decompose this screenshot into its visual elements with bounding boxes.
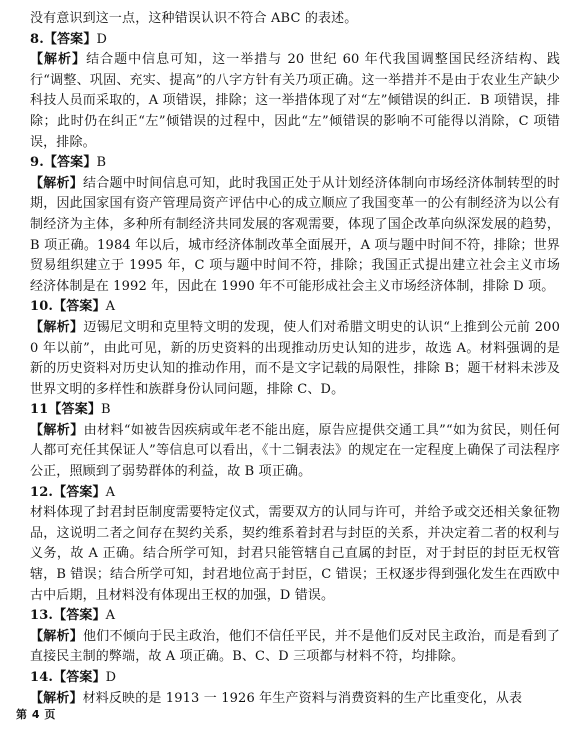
analysis-text: 结合题中信息可知，这一举措与 20 世纪 60 年代我国调整国民经济结构、践行“调整、巩固、充实、提高”的八字方针有关乃项正确。这一举措并不是由于农业生产缺少科技人员而采取的，A 项错误，排除；这一举措体现了对“左”倾错误的纠正．B 项错误，排除；此时仍在纠正“左”倾错误的过程中，因此“左”倾错误的影响不可能得以消除，C 项错误，排除。 [30, 52, 560, 150]
answer-10 [30, 297, 560, 318]
answer-label: 10.【答案】 [30, 299, 106, 315]
answer-label: 8.【答案】 [30, 31, 97, 47]
answer-value: B [101, 402, 111, 418]
answer-13 [30, 606, 560, 627]
paragraph-continuation [30, 9, 560, 30]
analysis-label: 【解析】 [30, 690, 83, 706]
answer-value: A [105, 299, 116, 315]
answer-value: A [105, 484, 116, 500]
analysis-text: 迈锡尼文明和克里特文明的发现，使人们对希腊文明史的认识“上推到公元前 2000 年以前”，由此可见，新的历史资料的出现推动历史认知的进步，故选 A。材料强调的是新的历史资料对历史认知的推动作用，而不是文字记载的局限性，排除 B；题干材料未涉及世界文明的多样性和族群身份认同问题，排除 C、D。 [30, 319, 560, 397]
answer-label: 12.【答案】 [30, 484, 106, 500]
analysis-label: 【解析】 [30, 319, 84, 335]
answer-label: 9.【答案】 [30, 155, 97, 171]
analysis-9 [30, 174, 560, 298]
analysis-text: 材料反映的是 1913 一 1926 年生产资料与消费资料的生产比重变化，从表 [82, 690, 523, 706]
analysis-text: 材料体现了封君封臣制度需要特定仪式，需要双方的认同与许可，并给予或交还相关象征物品，这说明二者之间存在契约关系，契约维系着封君与封臣的关系，并决定着二者的权利与义务，故 A 正确。结合所学可知，封君只能管辖自己直属的封臣，对于封臣的封臣无权管辖，B 错误；结合所学可知，封君地位高于封臣，C 错误；王权逐步得到强化发生在西欧中古中后期，且材料没有体现出王权的加强，D 错误。 [30, 505, 560, 603]
answer-value: D [105, 670, 117, 685]
page-number: 第 4 页 [16, 708, 56, 721]
answer-8 [30, 30, 560, 51]
analysis-label: 【解析】 [30, 52, 87, 68]
analysis-text: 由材料“如被告因疾病或年老不能出庭，原告应提供交通工具”“如为贫民，则任何人都可充任其保证人”等信息可以看出，《十二铜表法》的规定在一定程度上确保了司法程序公正，照顾到了弱势群体的利益，故 B 项正确。 [30, 422, 560, 480]
analysis-10 [30, 318, 560, 400]
analysis-14 [30, 689, 560, 710]
answer-value: A [105, 608, 116, 624]
answer-explanations [30, 9, 560, 709]
analysis-8 [30, 50, 560, 153]
answer-label: 11【答案】 [30, 402, 101, 418]
answer-value: B [96, 155, 107, 171]
answer-12 [30, 483, 560, 504]
answer-11 [30, 400, 560, 421]
paragraph-text: 没有意识到这一点，这种错误认识不符合 ABC 的表述。 [30, 11, 358, 26]
analysis-label: 【解析】 [30, 422, 84, 438]
answer-value: D [96, 31, 108, 47]
analysis-label: 【解析】 [30, 175, 84, 191]
analysis-text: 他们不倾向于民主政治，他们不信任平民，并不是他们反对民主政治，而是看到了直接民主制的弊端，故 A 项正确。B、C、D 三项都与材料不符，均排除。 [30, 628, 560, 665]
analysis-13 [30, 627, 560, 668]
answer-14 [30, 668, 560, 689]
analysis-text: 结合题中时间信息可知，此时我国正处于从计划经济体制向市场经济体制转型的时期，因此国家国有资产管理局资产评估中心的成立顺应了我国变革一的公有制经济为以公有制经济为主体，多种所有制经济共同发展的客观需要，体现了国企改革向纵深发展的趋势，B 项正确。1984 年以后，城市经济体制改革全面展开，A 项与题中时间不符，排除；世界贸易组织建立于 1995 年，C 项与题中时间不符，排除；我国正式提出建立社会主义市场经济体制是在 1992 年，因此在 1990 年不可能形成社会主义市场经济体制，排除 D 项。 [30, 175, 560, 294]
analysis-label: 【解析】 [30, 628, 84, 644]
analysis-11 [30, 421, 560, 483]
answer-9 [30, 153, 560, 174]
answer-label: 13.【答案】 [30, 608, 106, 624]
answer-label: 14.【答案】 [30, 670, 106, 685]
analysis-12 [30, 503, 560, 606]
